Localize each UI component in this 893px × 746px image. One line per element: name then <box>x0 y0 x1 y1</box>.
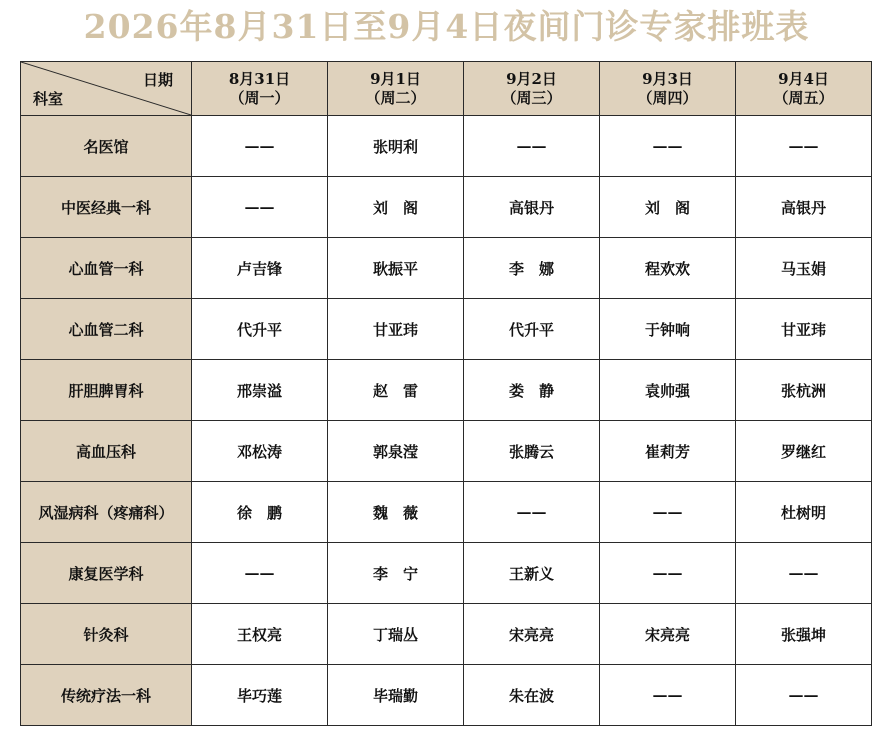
day-date: 9月2日 <box>506 69 557 88</box>
day-date: 9月4日 <box>778 69 829 88</box>
day-date: 9月3日 <box>642 69 693 88</box>
table-row <box>21 482 872 543</box>
doctor-cell: 耿振平 <box>328 238 464 299</box>
doctor-cell: 张明利 <box>328 116 464 177</box>
doctor-cell: —— <box>600 116 736 177</box>
doctor-cell: 李 娜 <box>464 238 600 299</box>
doctor-cell: 魏 薇 <box>328 482 464 543</box>
doctor-cell: 刘 阁 <box>328 177 464 238</box>
doctor-cell: 宋亮亮 <box>464 604 600 665</box>
doctor-cell: 郭泉滢 <box>328 421 464 482</box>
doctor-cell: —— <box>192 116 328 177</box>
dept-name: 高血压科 <box>21 421 192 482</box>
header-row <box>21 62 872 116</box>
doctor-cell: —— <box>464 116 600 177</box>
doctor-cell: 张杭洲 <box>736 360 872 421</box>
dept-name: 心血管一科 <box>21 238 192 299</box>
table-row <box>21 543 872 604</box>
doctor-cell: 赵 雷 <box>328 360 464 421</box>
dept-name: 康复医学科 <box>21 543 192 604</box>
doctor-cell: 李 宁 <box>328 543 464 604</box>
doctor-cell: 邓松涛 <box>192 421 328 482</box>
doctor-cell: 朱在波 <box>464 665 600 726</box>
day-weekday: （周五） <box>773 88 834 107</box>
doctor-cell: 徐 鹏 <box>192 482 328 543</box>
day-weekday: （周四） <box>637 88 698 107</box>
doctor-cell: —— <box>736 543 872 604</box>
doctor-cell: 张腾云 <box>464 421 600 482</box>
day-weekday: （周一） <box>229 88 290 107</box>
doctor-cell: 毕瑞勤 <box>328 665 464 726</box>
schedule-table <box>20 61 872 726</box>
table-row <box>21 604 872 665</box>
table-row <box>21 665 872 726</box>
corner-dept-label: 科室 <box>33 90 64 108</box>
doctor-cell: 张强坤 <box>736 604 872 665</box>
doctor-cell: 于钟响 <box>600 299 736 360</box>
dept-name: 传统疗法一科 <box>21 665 192 726</box>
dept-name: 针灸科 <box>21 604 192 665</box>
table-row <box>21 177 872 238</box>
table-row <box>21 238 872 299</box>
dept-name: 肝胆脾胃科 <box>21 360 192 421</box>
table-row <box>21 116 872 177</box>
doctor-cell: —— <box>600 665 736 726</box>
dept-name: 中医经典一科 <box>21 177 192 238</box>
table-row <box>21 360 872 421</box>
doctor-cell: 高银丹 <box>464 177 600 238</box>
doctor-cell: —— <box>736 116 872 177</box>
day-weekday: （周二） <box>365 88 426 107</box>
day-weekday: （周三） <box>501 88 562 107</box>
doctor-cell: 宋亮亮 <box>600 604 736 665</box>
doctor-cell: —— <box>600 543 736 604</box>
doctor-cell: 刘 阁 <box>600 177 736 238</box>
table-row <box>21 299 872 360</box>
corner-date-label: 日期 <box>142 71 173 89</box>
day-header <box>192 62 328 116</box>
doctor-cell: 高银丹 <box>736 177 872 238</box>
day-header <box>464 62 600 116</box>
day-header <box>328 62 464 116</box>
doctor-cell: 罗继红 <box>736 421 872 482</box>
doctor-cell: 崔莉芳 <box>600 421 736 482</box>
dept-name: 风湿病科（疼痛科） <box>21 482 192 543</box>
doctor-cell: 代升平 <box>192 299 328 360</box>
doctor-cell: 代升平 <box>464 299 600 360</box>
doctor-cell: 袁帅强 <box>600 360 736 421</box>
doctor-cell: 程欢欢 <box>600 238 736 299</box>
dept-name: 名医馆 <box>21 116 192 177</box>
dept-name: 心血管二科 <box>21 299 192 360</box>
doctor-cell: 王新义 <box>464 543 600 604</box>
doctor-cell: 甘亚玮 <box>328 299 464 360</box>
doctor-cell: 马玉娟 <box>736 238 872 299</box>
doctor-cell: 毕巧莲 <box>192 665 328 726</box>
doctor-cell: 甘亚玮 <box>736 299 872 360</box>
doctor-cell: —— <box>192 543 328 604</box>
doctor-cell: 娄 静 <box>464 360 600 421</box>
day-header <box>736 62 872 116</box>
doctor-cell: 邢崇溢 <box>192 360 328 421</box>
day-date: 9月1日 <box>370 69 421 88</box>
doctor-cell: 杜树明 <box>736 482 872 543</box>
doctor-cell: —— <box>600 482 736 543</box>
day-header <box>600 62 736 116</box>
page-title: 2026年8月31日至9月4日夜间门诊专家排班表 <box>83 7 810 46</box>
doctor-cell: —— <box>192 177 328 238</box>
doctor-cell: —— <box>736 665 872 726</box>
doctor-cell: —— <box>464 482 600 543</box>
doctor-cell: 卢吉锋 <box>192 238 328 299</box>
doctor-cell: 丁瑞丛 <box>328 604 464 665</box>
corner-cell <box>21 62 192 116</box>
table-row <box>21 421 872 482</box>
day-date: 8月31日 <box>228 69 291 88</box>
doctor-cell: 王权亮 <box>192 604 328 665</box>
